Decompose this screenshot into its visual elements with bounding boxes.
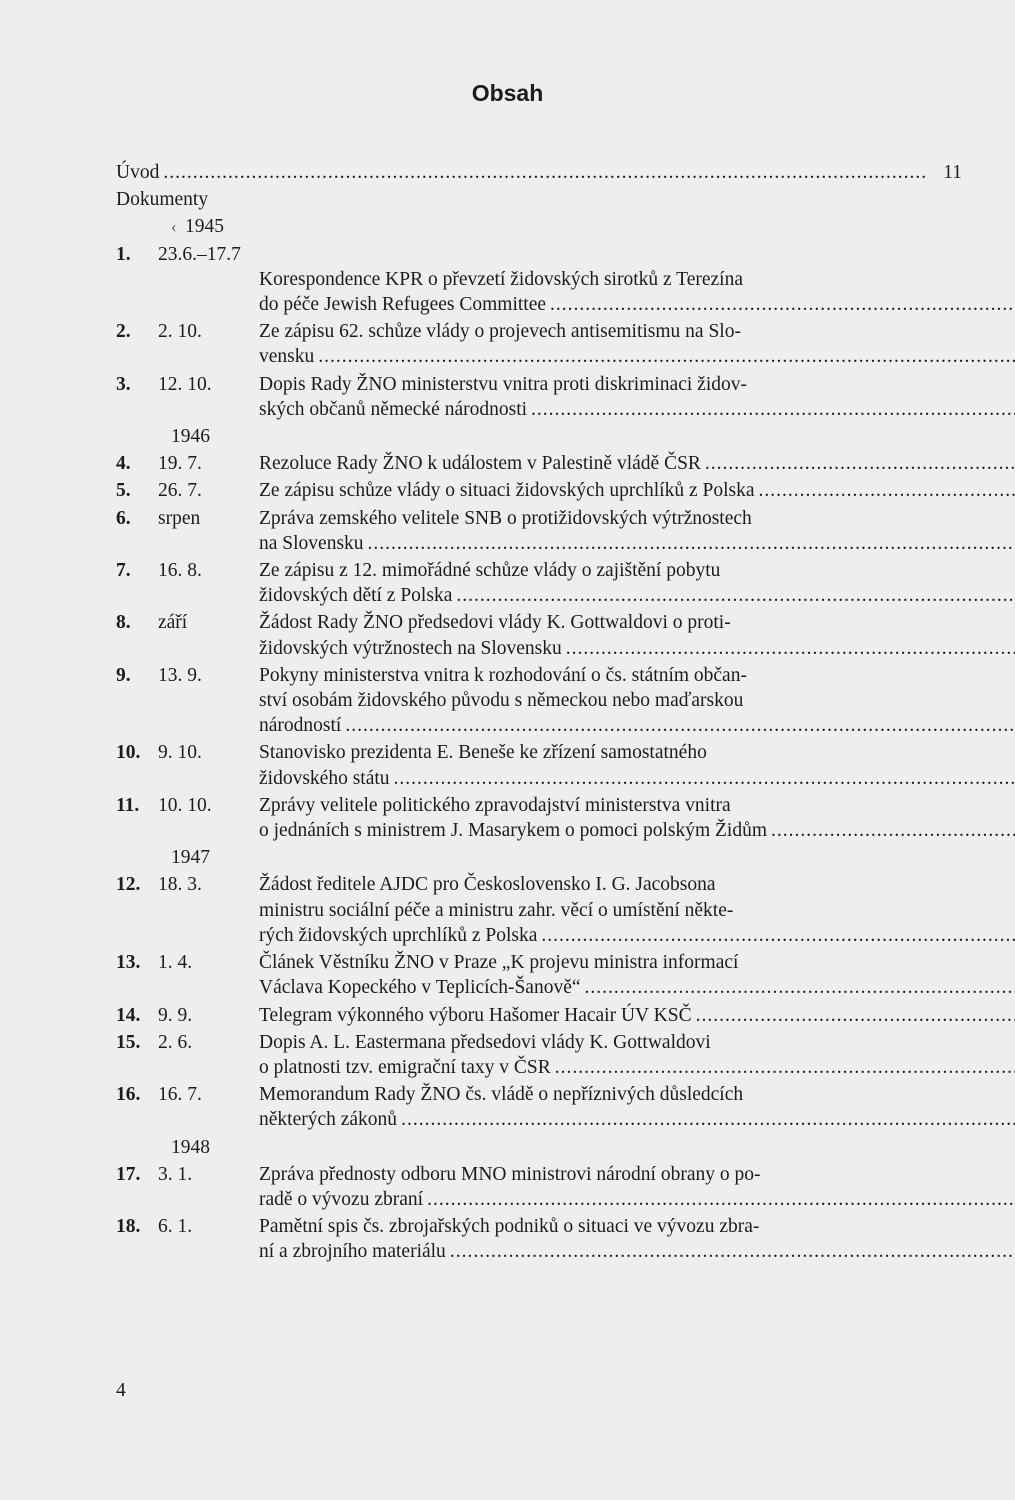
entry-number: 12. [116, 874, 141, 896]
entry-date: 16. 8. [158, 560, 202, 582]
entry-date: 9. 9. [158, 1004, 193, 1026]
toc-entry[interactable] [116, 793, 962, 843]
entry-body [259, 663, 1015, 739]
toc-entry[interactable] [116, 950, 962, 1000]
entry-date: 26. 7. [158, 480, 202, 502]
entry-last-line [259, 1187, 1015, 1212]
entry-body [259, 950, 1015, 1000]
entry-last-line [259, 636, 1015, 661]
entry-number: 4. [116, 453, 131, 475]
entry-number: 18. [116, 1216, 141, 1238]
entry-number: 13. [116, 952, 141, 974]
dot-leader [456, 583, 1015, 608]
entry-number: 5. [116, 480, 131, 502]
entry-number: 15. [116, 1031, 141, 1053]
entry-number: 9. [116, 664, 131, 686]
entry-text-line: Dopis A. L. Eastermana předsedovi vlády K. Gottwaldovi [259, 1031, 711, 1053]
entry-last-line [259, 1239, 1015, 1264]
entry-text-line: Memorandum Rady ŽNO čs. vládě o nepříznivých důsledcích [259, 1084, 744, 1106]
toc-groups [116, 214, 962, 1264]
dot-leader [705, 451, 1015, 476]
entry-spacer [259, 242, 1015, 267]
entry-date: 23.6.–17.7 [158, 243, 241, 265]
entry-number: 16. [116, 1084, 141, 1106]
pencil-mark-icon: ‹ [171, 217, 177, 237]
entry-body [259, 1162, 1015, 1212]
section-heading: Dokumenty [116, 189, 209, 211]
toc-entry[interactable] [116, 1030, 962, 1080]
year-heading: 1947 [171, 847, 210, 869]
entry-last-line [259, 451, 1015, 476]
entry-text-line: o platnosti tzv. emigrační taxy v ČSR [259, 1056, 551, 1078]
toc-entry[interactable] [116, 478, 962, 503]
entry-text-line: Žádost Rady ŽNO předsedovi vlády K. Gottwaldovi o proti- [259, 612, 731, 634]
entry-date: 13. 9. [158, 664, 202, 686]
dot-leader [427, 1187, 1015, 1212]
entry-last-line [259, 531, 1015, 556]
entry-date: 10. 10. [158, 794, 212, 816]
dot-leader [566, 636, 1015, 661]
toc-entry[interactable] [116, 372, 962, 422]
toc-intro[interactable] [116, 160, 962, 185]
toc-entry[interactable] [116, 1082, 962, 1132]
entry-last-line [259, 818, 1015, 843]
entry-text-line: Korespondence KPR o převzetí židovských sirotků z Terezína [259, 268, 744, 290]
year-heading: 1948 [171, 1136, 210, 1158]
entry-number: 6. [116, 507, 131, 529]
page-title: Obsah [471, 80, 544, 106]
intro-label: Úvod [116, 162, 160, 183]
entry-last-line [259, 344, 1015, 369]
dot-leader [394, 766, 1015, 791]
entry-text-line: ských občanů německé národnosti [259, 398, 528, 420]
entry-body [259, 610, 1015, 660]
dot-leader [531, 397, 1015, 422]
entry-body [259, 319, 1015, 369]
dot-leader [541, 923, 1015, 948]
entry-date: 18. 3. [158, 874, 202, 896]
entry-text-line: Článek Věstníku ŽNO v Praze „K projevu ministra informací [259, 952, 739, 974]
entry-last-line [259, 975, 1015, 1000]
entry-date: 6. 1. [158, 1216, 193, 1238]
entry-last-line [259, 583, 1015, 608]
dot-leader [771, 818, 1015, 843]
entry-body [259, 793, 1015, 843]
dot-leader [345, 713, 1015, 738]
entry-body [259, 506, 1015, 556]
entry-text-line: do péče Jewish Refugees Committee [259, 294, 547, 316]
entry-body [259, 1082, 1015, 1132]
entry-number: 8. [116, 612, 131, 634]
dot-leader [696, 1003, 1015, 1028]
entry-number: 1. [116, 243, 131, 265]
entry-text-line: rých židovských uprchlíků z Polska [259, 924, 538, 946]
dot-leader [163, 160, 926, 185]
entry-text-line: židovského státu [259, 767, 390, 789]
table-of-contents [116, 160, 962, 1265]
entry-date: 1. 4. [158, 952, 193, 974]
entry-last-line [259, 478, 1015, 503]
toc-entry[interactable] [116, 872, 962, 948]
toc-entry[interactable] [116, 1162, 962, 1212]
entry-date: 9. 10. [158, 742, 202, 764]
entry-date: 12. 10. [158, 373, 212, 395]
entry-text-line: Zprávy velitele politického zpravodajství ministerstva vnitra [259, 794, 731, 816]
toc-entry[interactable] [116, 506, 962, 556]
entry-text-line: Václava Kopeckého v Teplicích-Šanově“ [259, 977, 581, 999]
entry-date: září [158, 612, 188, 634]
entry-body [259, 740, 1015, 790]
toc-entry[interactable] [116, 242, 962, 318]
entry-body [259, 1003, 1015, 1028]
entry-number: 17. [116, 1163, 141, 1185]
entry-text-line: ministru sociální péče a ministru zahr. věcí o umístění někte- [259, 899, 734, 921]
entry-text-line: některých zákonů [259, 1109, 398, 1131]
dot-leader [585, 975, 1015, 1000]
entry-last-line [259, 292, 1015, 317]
entry-last-line [259, 1107, 1015, 1132]
dot-leader [550, 292, 1015, 317]
entry-number: 11. [116, 794, 140, 816]
entry-number: 3. [116, 373, 131, 395]
toc-entry[interactable] [116, 663, 962, 739]
dot-leader [450, 1239, 1015, 1264]
entry-number: 14. [116, 1004, 141, 1026]
entry-text-line: Telegram výkonného výboru Hašomer Hacair ÚV KSČ [259, 1004, 692, 1026]
entry-body [259, 451, 1015, 476]
entry-text-line: Dopis Rady ŽNO ministerstvu vnitra proti diskriminaci židov- [259, 373, 747, 395]
entry-text-line: na Slovensku [259, 532, 364, 554]
page-number: 4 [116, 1380, 126, 1401]
entry-text-line: vensku [259, 346, 315, 368]
entry-last-line [259, 397, 1015, 422]
toc-entry[interactable] [116, 319, 962, 369]
entry-last-line [259, 923, 1015, 948]
entry-text-line: židovských výtržnostech na Slovensku [259, 637, 562, 659]
entry-last-line [259, 766, 1015, 791]
entry-body [259, 478, 1015, 503]
entry-date: 16. 7. [158, 1084, 202, 1106]
dot-leader [759, 478, 1015, 503]
entry-body [259, 242, 1015, 318]
entry-date: 2. 6. [158, 1031, 193, 1053]
toc-entry[interactable] [116, 558, 962, 608]
dot-leader [368, 531, 1015, 556]
entry-last-line [259, 1055, 1015, 1080]
entry-date: 19. 7. [158, 453, 202, 475]
entry-text-line: o jednáních s ministrem J. Masarykem o pomoci polským Židům [259, 820, 768, 842]
entry-text-line: radě o vývozu zbraní [259, 1188, 424, 1210]
entry-last-line [259, 1003, 1015, 1028]
entry-text-line: Ze zápisu 62. schůze vlády o projevech antisemitismu na Slo- [259, 321, 741, 343]
entry-text-line: Pokyny ministerstva vnitra k rozhodování o čs. státním občan- [259, 664, 747, 686]
entry-body [259, 1214, 1015, 1264]
dot-leader [318, 344, 1015, 369]
entry-body [259, 1030, 1015, 1080]
entry-number: 10. [116, 742, 141, 764]
entry-text-line: Pamětní spis čs. zbrojařských podniků o situaci ve vývozu zbra- [259, 1216, 760, 1238]
entry-date: srpen [158, 507, 201, 529]
entry-text-line: Rezoluce Rady ŽNO k událostem v Palestině vládě ČSR [259, 453, 701, 475]
entry-text-line: Ze zápisu schůze vlády o situaci židovských uprchlíků z Polska [259, 480, 755, 502]
entry-text-line: Stanovisko prezidenta E. Beneše ke zřízení samostatného [259, 742, 707, 764]
dot-leader [555, 1055, 1015, 1080]
entry-text-line: ství osobám židovského původu s německou nebo maďarskou [259, 690, 744, 712]
toc-entry[interactable] [116, 740, 962, 790]
entry-text-line: národností [259, 715, 342, 737]
entry-text-line: židovských dětí z Polska [259, 585, 453, 607]
year-heading: ‹ 1945 [116, 214, 962, 239]
entry-text-line: Žádost ředitele AJDC pro Československo I. G. Jacobsona [259, 874, 716, 896]
entry-body [259, 372, 1015, 422]
entry-number: 2. [116, 321, 131, 343]
dot-leader [401, 1107, 1015, 1132]
entry-text-line: ní a zbrojního materiálu [259, 1241, 446, 1263]
toc-entry[interactable] [116, 1003, 962, 1028]
entry-text-line: Zpráva zemského velitele SNB o protižidovských výtržnostech [259, 507, 752, 529]
entry-text-line: Zpráva přednosty odboru MNO ministrovi národní obrany o po- [259, 1163, 761, 1185]
entry-body [259, 872, 1015, 948]
intro-page: 11 [943, 162, 962, 183]
toc-entry[interactable] [116, 1214, 962, 1264]
entry-last-line [259, 713, 1015, 738]
toc-entry[interactable] [116, 451, 962, 476]
entry-date: 2. 10. [158, 321, 202, 343]
year-heading: 1946 [171, 426, 210, 448]
entry-text-line: Ze zápisu z 12. mimořádné schůze vlády o zajištění pobytu [259, 560, 721, 582]
entry-date: 3. 1. [158, 1163, 193, 1185]
entry-body [259, 558, 1015, 608]
entry-number: 7. [116, 560, 131, 582]
toc-entry[interactable] [116, 610, 962, 660]
